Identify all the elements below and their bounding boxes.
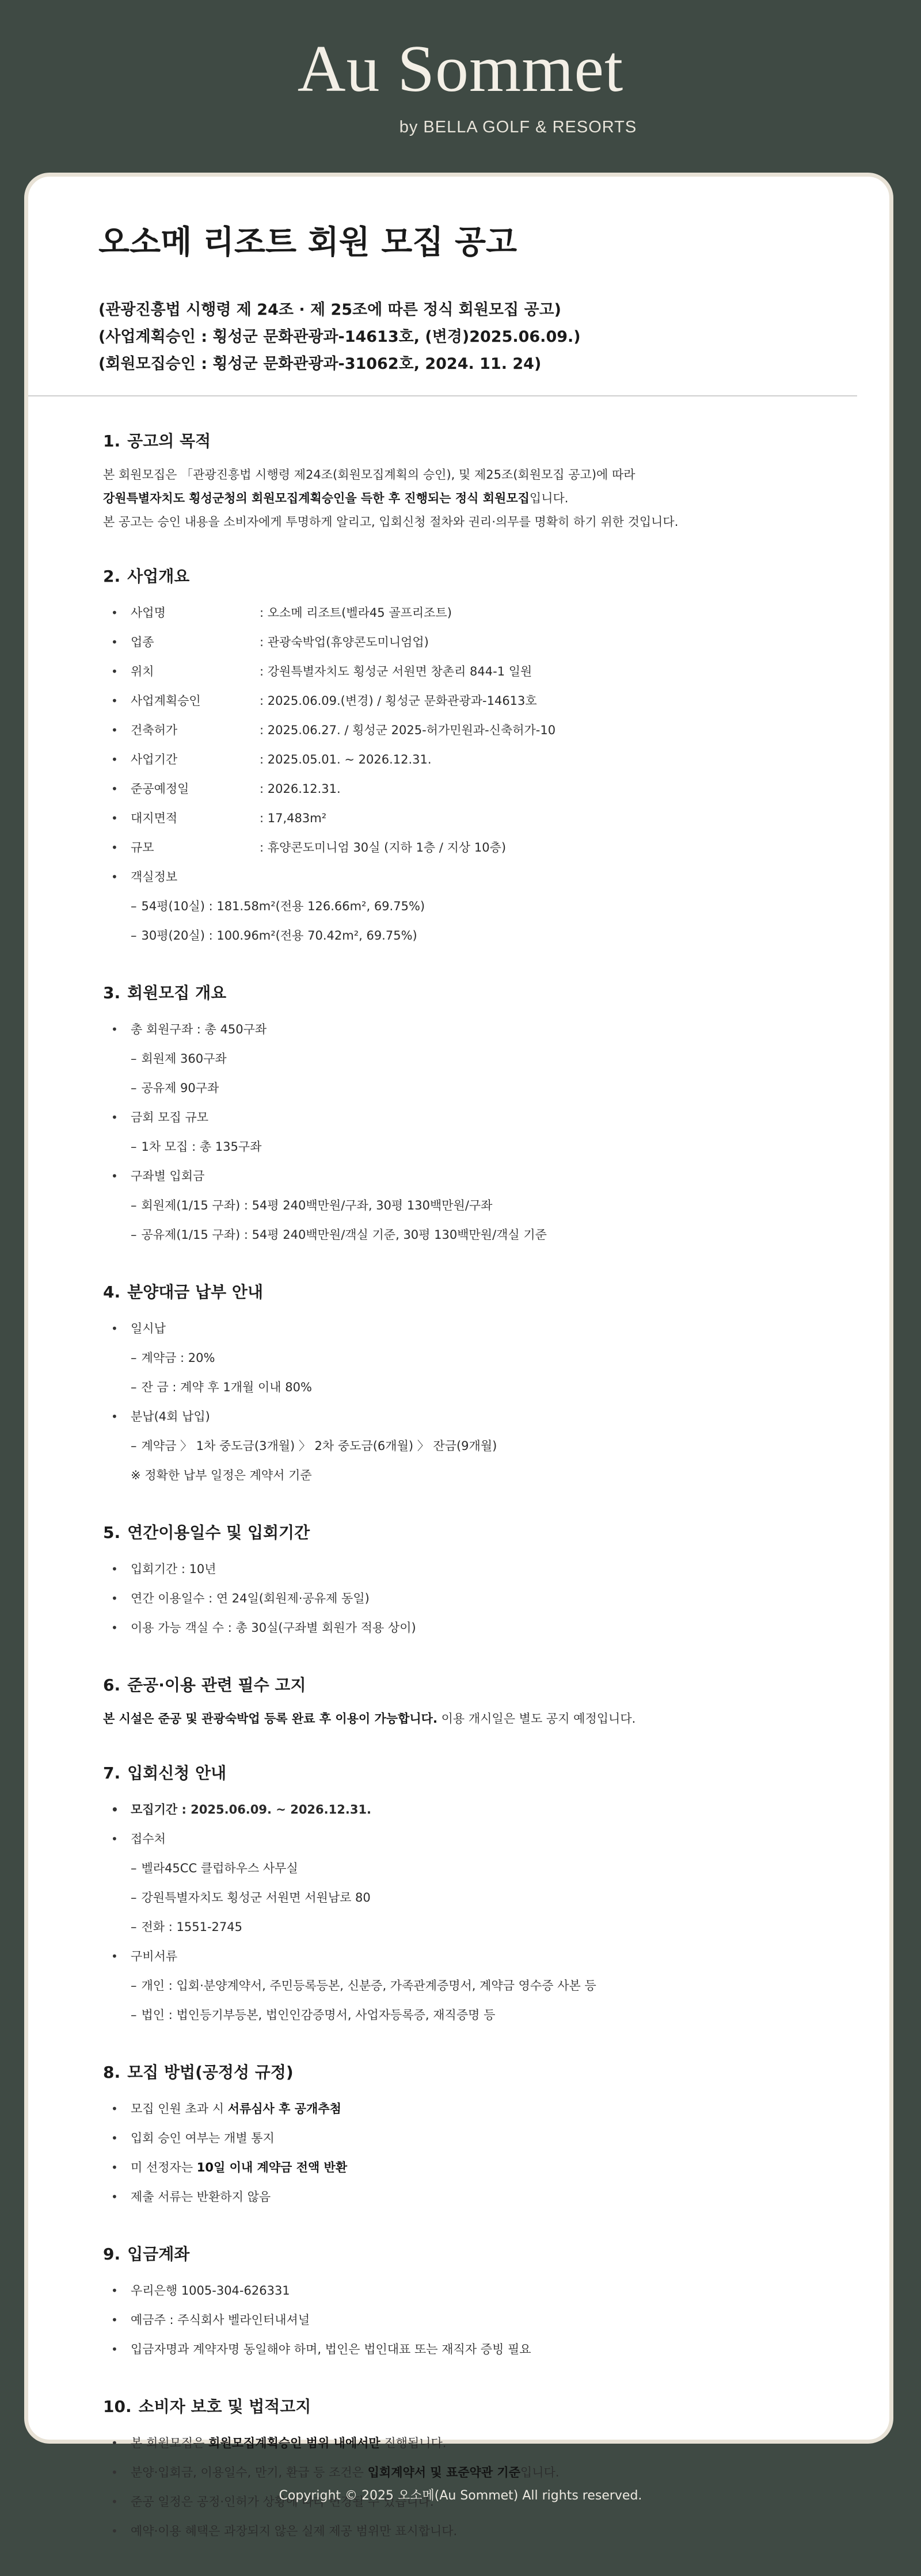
list-item: • 접수처 (103, 1825, 849, 1854)
list-item: • 모집 인원 초과 시 서류심사 후 공개추첨 (103, 2094, 849, 2124)
sub-item: – 강원특별자치도 횡성군 서원면 서원남로 80 (131, 1891, 371, 1905)
list-item: • 일시납 (103, 1314, 849, 1344)
section-title: 8. 모집 방법(공정성 규정) (103, 2063, 294, 2082)
copyright-footer: Copyright © 2025 오소메(Au Sommet) All rights reserved. (279, 2489, 642, 2503)
list-item: • 사업기간 : 2025.05.01. ~ 2026.12.31. (103, 745, 849, 774)
sub-item: – 회원제 360구좌 (131, 1052, 227, 1066)
list-item: • 업종 : 관광숙박업(휴양콘도미니엄업) (103, 628, 849, 657)
list-item: • 객실정보 (103, 863, 849, 892)
section-title: 7. 입회신청 안내 (103, 1764, 227, 1783)
section-application (103, 1761, 849, 2030)
sub-item: – 개인 : 입회·분양계약서, 주민등록등본, 신분증, 가족관계증명서, 계약금 영수증 사본 등 (131, 1979, 596, 1993)
page-title: 오소메 리조트 회원 모집 공고 (98, 224, 517, 261)
section-title: 6. 준공·이용 관련 필수 고지 (103, 1676, 306, 1695)
list-item: • 준공 일정은 공정·인허가 상황에 따라 변경될 수 있습니다. (103, 2487, 849, 2517)
sub-item: – 법인 : 법인등기부등본, 법인인감증명서, 사업자등록증, 재직증명 등 (131, 2008, 496, 2022)
sub-item: – 잔 금 : 계약 후 1개월 이내 80% (131, 1380, 312, 1394)
header (0, 0, 921, 173)
list-item: • 연간 이용일수 : 연 24일(회원제·공유제 동일) (103, 1584, 849, 1613)
paragraph: 강원특별자치도 횡성군청의 회원모집계획승인을 득한 후 진행되는 정식 회원모집입니다. (103, 491, 569, 505)
sub-item: – 1차 모집 : 총 135구좌 (131, 1140, 262, 1154)
list-item: • 사업계획승인 : 2025.06.09.(변경) / 횡성군 문화관광과-14613호 (103, 686, 849, 716)
approval-line: (회원모집승인 : 횡성군 문화관광과-31062호, 2024. 11. 24) (98, 355, 542, 373)
section-business-overview (103, 564, 849, 951)
note: ※ 정확한 납부 일정은 계약서 기준 (131, 1468, 312, 1482)
list-item: • 위치 : 강원특별자치도 횡성군 서원면 창촌리 844-1 일원 (103, 657, 849, 686)
overview-list (103, 598, 849, 892)
sub-item: – 공유제(1/15 구좌) : 54평 240백만원/객실 기준, 30평 130백만원/객실 기준 (131, 1228, 547, 1242)
list-item: • 구좌별 입회금 (103, 1162, 849, 1191)
list-item: • 입회기간 : 10년 (103, 1555, 849, 1584)
section-usage-period (103, 1520, 849, 1643)
section-title: 9. 입금계좌 (103, 2245, 190, 2264)
section-completion-notice (103, 1673, 849, 1731)
sub-item: – 54평(10실) : 181.58m²(전용 126.66m², 69.75%) (131, 899, 425, 913)
section-title: 3. 회원모집 개요 (103, 983, 227, 1002)
section-payment (103, 1280, 849, 1490)
list-item: • 분양·입회금, 이용일수, 만기, 환급 등 조건은 입회계약서 및 표준약관 기준입니다. (103, 2458, 849, 2487)
sub-item: – 30평(20실) : 100.96m²(전용 70.42m², 69.75%) (131, 929, 417, 942)
paragraph: 본 공고는 승인 내용을 소비자에게 투명하게 알리고, 입회신청 절차와 권리·의무를 명확히 하기 위한 것입니다. (103, 515, 679, 529)
brand-logo: Au Sommet (297, 32, 624, 106)
section-bank-account (103, 2242, 849, 2364)
section-title: 10. 소비자 보호 및 법적고지 (103, 2397, 311, 2416)
sections (103, 429, 849, 2576)
list-item: • 건축허가 : 2025.06.27. / 횡성군 2025-허가민원과-신축허가-10 (103, 716, 849, 745)
section-title: 4. 분양대금 납부 안내 (103, 1283, 264, 1302)
approval-line: (사업계획승인 : 횡성군 문화관광과-14613호, (변경)2025.06.09.) (98, 328, 581, 346)
sub-item: – 공유제 90구좌 (131, 1081, 219, 1095)
list-item: • 입회 승인 여부는 개별 통지 (103, 2124, 849, 2153)
list-item: • 예금주 : 주식회사 벨라인터내셔널 (103, 2306, 849, 2335)
sub-item: – 전화 : 1551-2745 (131, 1920, 242, 1934)
list-item: • 금회 모집 규모 (103, 1103, 849, 1132)
list-item: • 본 회원모집은 회원모집계획승인 범위 내에서만 진행됩니다. (103, 2429, 849, 2458)
sub-item: – 계약금 〉 1차 중도금(3개월) 〉 2차 중도금(6개월) 〉 잔금(9개월) (131, 1439, 497, 1453)
section-selection-method (103, 2060, 849, 2212)
section-recruitment-overview (103, 980, 849, 1250)
list-item: • 이용 가능 객실 수 : 총 30실(구좌별 회원가 적용 상이) (103, 1613, 849, 1643)
list-item: • 규모 : 휴양콘도미니엄 30실 (지하 1층 / 지상 10층) (103, 833, 849, 863)
list-item: • 분납(4회 납입) (103, 1402, 849, 1432)
list-item: • 모집기간 : 2025.06.09. ~ 2026.12.31. (103, 1795, 849, 1825)
section-title: 5. 연간이용일수 및 입회기간 (103, 1523, 310, 1542)
list-item: • 준공예정일 : 2026.12.31. (103, 774, 849, 804)
paragraph: 본 회원모집은 「관광진흥법 시행령 제24조(회원모집계획의 승인), 및 제25조(회원모집 공고)에 따라 (103, 468, 635, 482)
approval-info (98, 296, 581, 377)
list-item: • 제출 서류는 반환하지 않음 (103, 2182, 849, 2212)
section-consumer-protection (103, 2394, 849, 2546)
sub-item: – 벨라45CC 클럽하우스 사무실 (131, 1861, 298, 1875)
sub-item: – 계약금 : 20% (131, 1351, 215, 1365)
divider (28, 395, 857, 396)
list-item: • 입금자명과 계약자명 동일해야 하며, 법인은 법인대표 또는 재직자 증빙 필요 (103, 2335, 849, 2364)
list-item: • 미 선정자는 10일 이내 계약금 전액 반환 (103, 2153, 849, 2182)
paragraph: 본 시설은 준공 및 관광숙박업 등록 완료 후 이용이 가능합니다. 이용 개시일은 별도 공지 예정입니다. (103, 1712, 636, 1726)
section-title: 1. 공고의 목적 (103, 432, 211, 451)
section-title: 2. 사업개요 (103, 567, 190, 586)
list-item: • 구비서류 (103, 1942, 849, 1971)
list-item: • 총 회원구좌 : 총 450구좌 (103, 1015, 849, 1044)
list-item: • 대지면적 : 17,483m² (103, 804, 849, 833)
list-item: • 우리은행 1005-304-626331 (103, 2276, 849, 2306)
brand-tagline: by BELLA GOLF & RESORTS (399, 118, 637, 136)
section-purpose (103, 429, 849, 534)
approval-line: (관광진흥법 시행령 제 24조 · 제 25조에 따른 정식 회원모집 공고) (98, 301, 561, 319)
list-item: • 예약·이용 혜택은 과장되지 않은 실제 제공 범위만 표시합니다. (103, 2517, 849, 2546)
list-item: • 사업명 : 오소메 리조트(벨라45 골프리조트) (103, 598, 849, 628)
sub-item: – 회원제(1/15 구좌) : 54평 240백만원/구좌, 30평 130백만원/구좌 (131, 1199, 493, 1212)
